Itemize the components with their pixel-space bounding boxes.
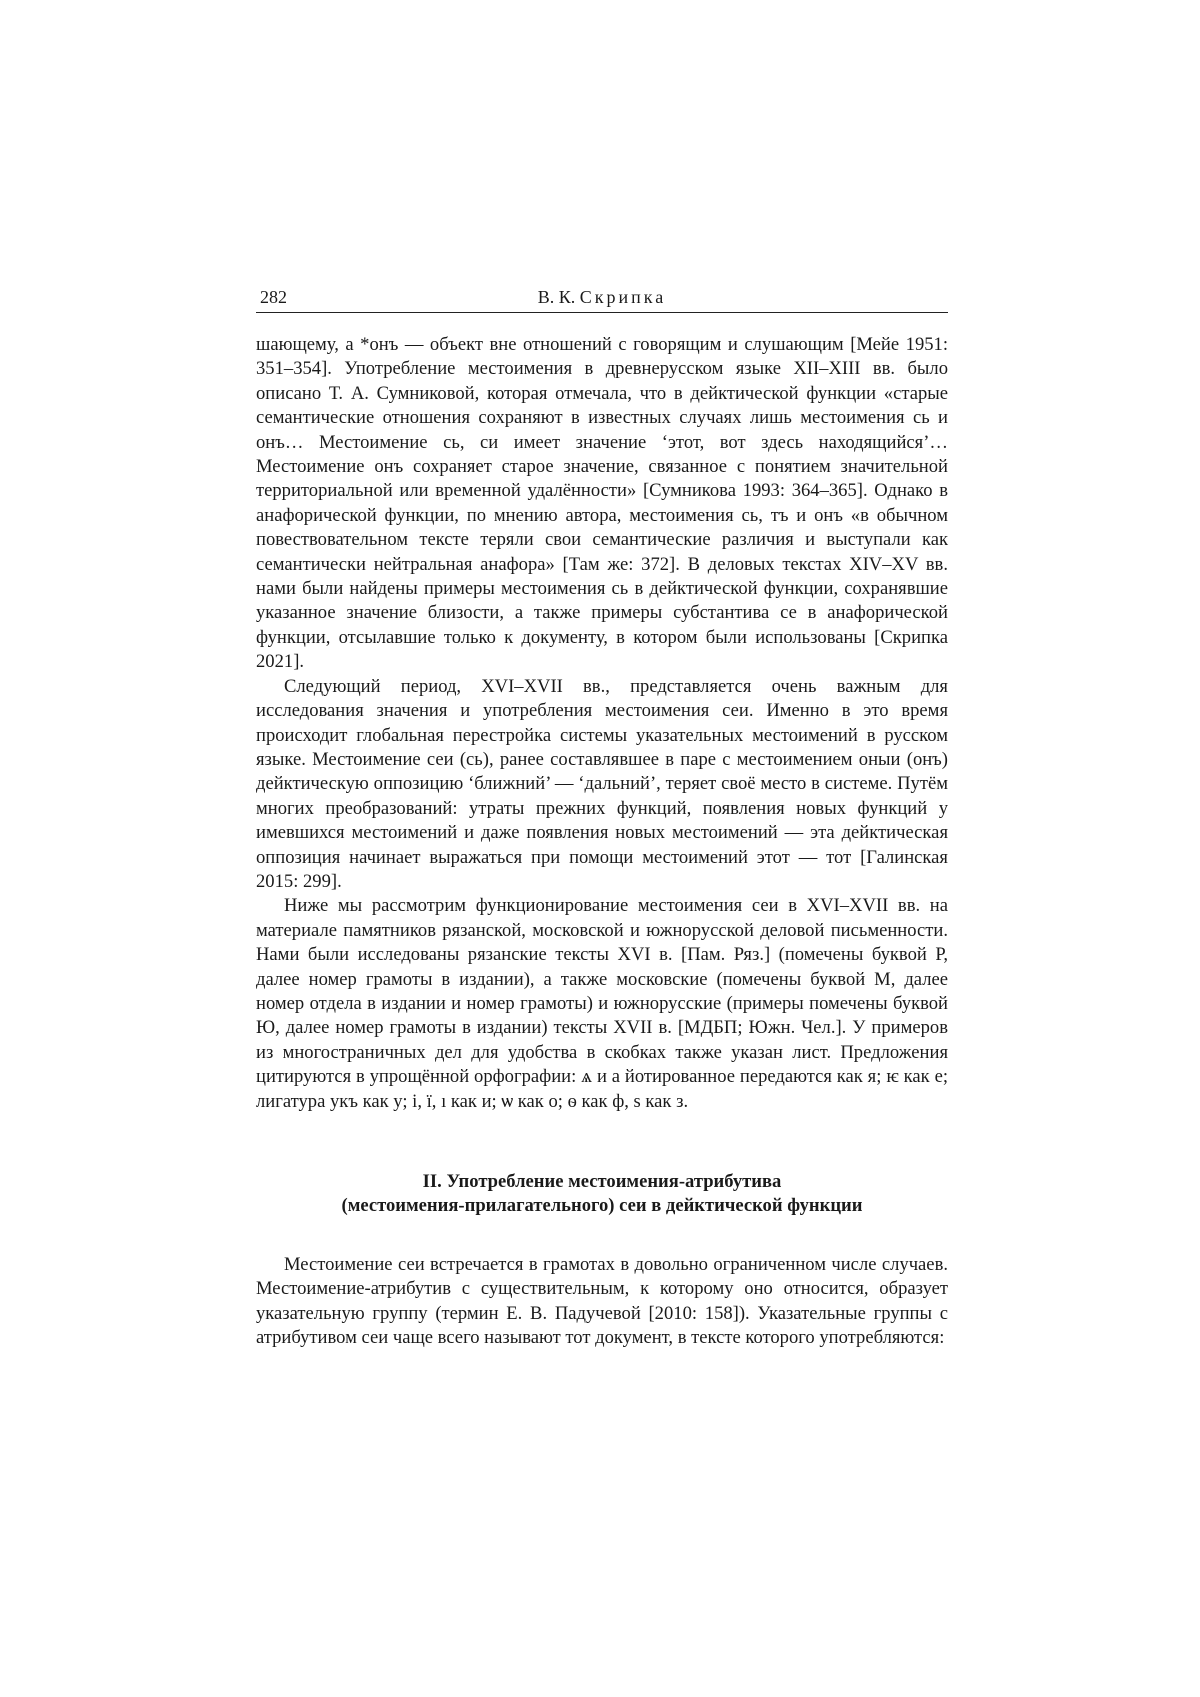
section-heading [256, 1170, 948, 1219]
section-heading-line-1: II. Употребление местоимения-атрибутива [422, 1171, 782, 1192]
paragraph: Следующий период, XVI–XVII вв., представляется очень важным для исследования значения и употребления местоимения сеи. Именно в это время происходит глобальная перестройка системы указательных местоимений в русском языке. Местоимение сеи (сь), ранее составлявшее в паре с местоимением оныи (онъ) дейктическую оппозицию ‘ближний’ — ‘дальний’, теряет своё место в системе. Путём многих преобразований: утраты прежних функций, появления новых функций у имевшихся местоимений и даже появления новых местоимений — эта дейктическая оппозиция начинает выражаться при помощи местоимений этот — тот [Галинская 2015: 299]. [256, 675, 948, 892]
section-text [256, 1253, 948, 1351]
running-head [256, 286, 948, 313]
author-surname: Скрипка [579, 287, 667, 307]
paragraph: Местоимение сеи встречается в грамотах в довольно ограниченном числе случаев. Местоимение-атрибутив с существительным, к которому оно относится, образует указательную группу (термин Е. В. Падучевой [2010: 158]). Указательные группы с атрибутивом сеи чаще всего называют тот документ, в тексте которого употребляются: [256, 1253, 948, 1349]
section-heading-line-2: (местоимения-прилагательного) сеи в дейктической функции [341, 1195, 863, 1217]
running-author [256, 286, 948, 308]
page-number: 282 [260, 287, 287, 307]
page [256, 286, 948, 1350]
paragraph: Ниже мы рассмотрим функционирование местоимения сеи в XVI–XVII вв. на материале памятников рязанской, московской и южнорусской деловой письменности. Нами были исследованы рязанские тексты XVI в. [Пам. Ряз.] (помечены буквой Р, далее номер грамоты в издании), а также московские (помечены буквой М, далее номер отдела в издании и номер грамоты) и южнорусские (примеры помечены буквой Ю, далее номер грамоты в издании) тексты XVII в. [МДБП; Южн. Чел.]. У примеров из многостраничных дел для удобства в скобках также указан лист. Предложения цитируются в упрощённой орфографии: ѧ и а йотированное передаются как я; ѥ как е; лигатура укъ как у; і, ї, ı как и; ѡ как о; ѳ как ф, ѕ как з. [256, 895, 948, 1112]
body-text [256, 333, 948, 1114]
author-initials: В. К. [537, 287, 576, 307]
paragraph: шающему, а *онъ — объект вне отношений с говорящим и слушающим [Мейе 1951: 351–354]. Употребление местоимения в древнерусском языке XII–XIII вв. было описано Т. А. Сумниковой, которая отмечала, что в дейктической функции «старые семантические отношения сохраняют в известных случаях лишь местоимения сь и онъ… Местоимение сь, си имеет значение ‘этот, вот здесь находящийся’… Местоимение онъ сохраняет старое значение, связанное с понятием значительной территориальной или временной удалённости» [Сумникова 1993: 364–365]. Однако в анафорической функции, по мнению автора, местоимения сь, тъ и онъ «в обычном повествовательном тексте теряли свои семантические различия и выступали как семантически нейтральная анафора» [Там же: 372]. В деловых текстах XIV–XV вв. нами были найдены примеры местоимения сь в дейктической функции, сохранявшие указанное значение близости, а также примеры субстантива се в анафорической функции, отсылавшие только к документу, в котором были использованы [Скрипка 2021]. [256, 334, 948, 673]
